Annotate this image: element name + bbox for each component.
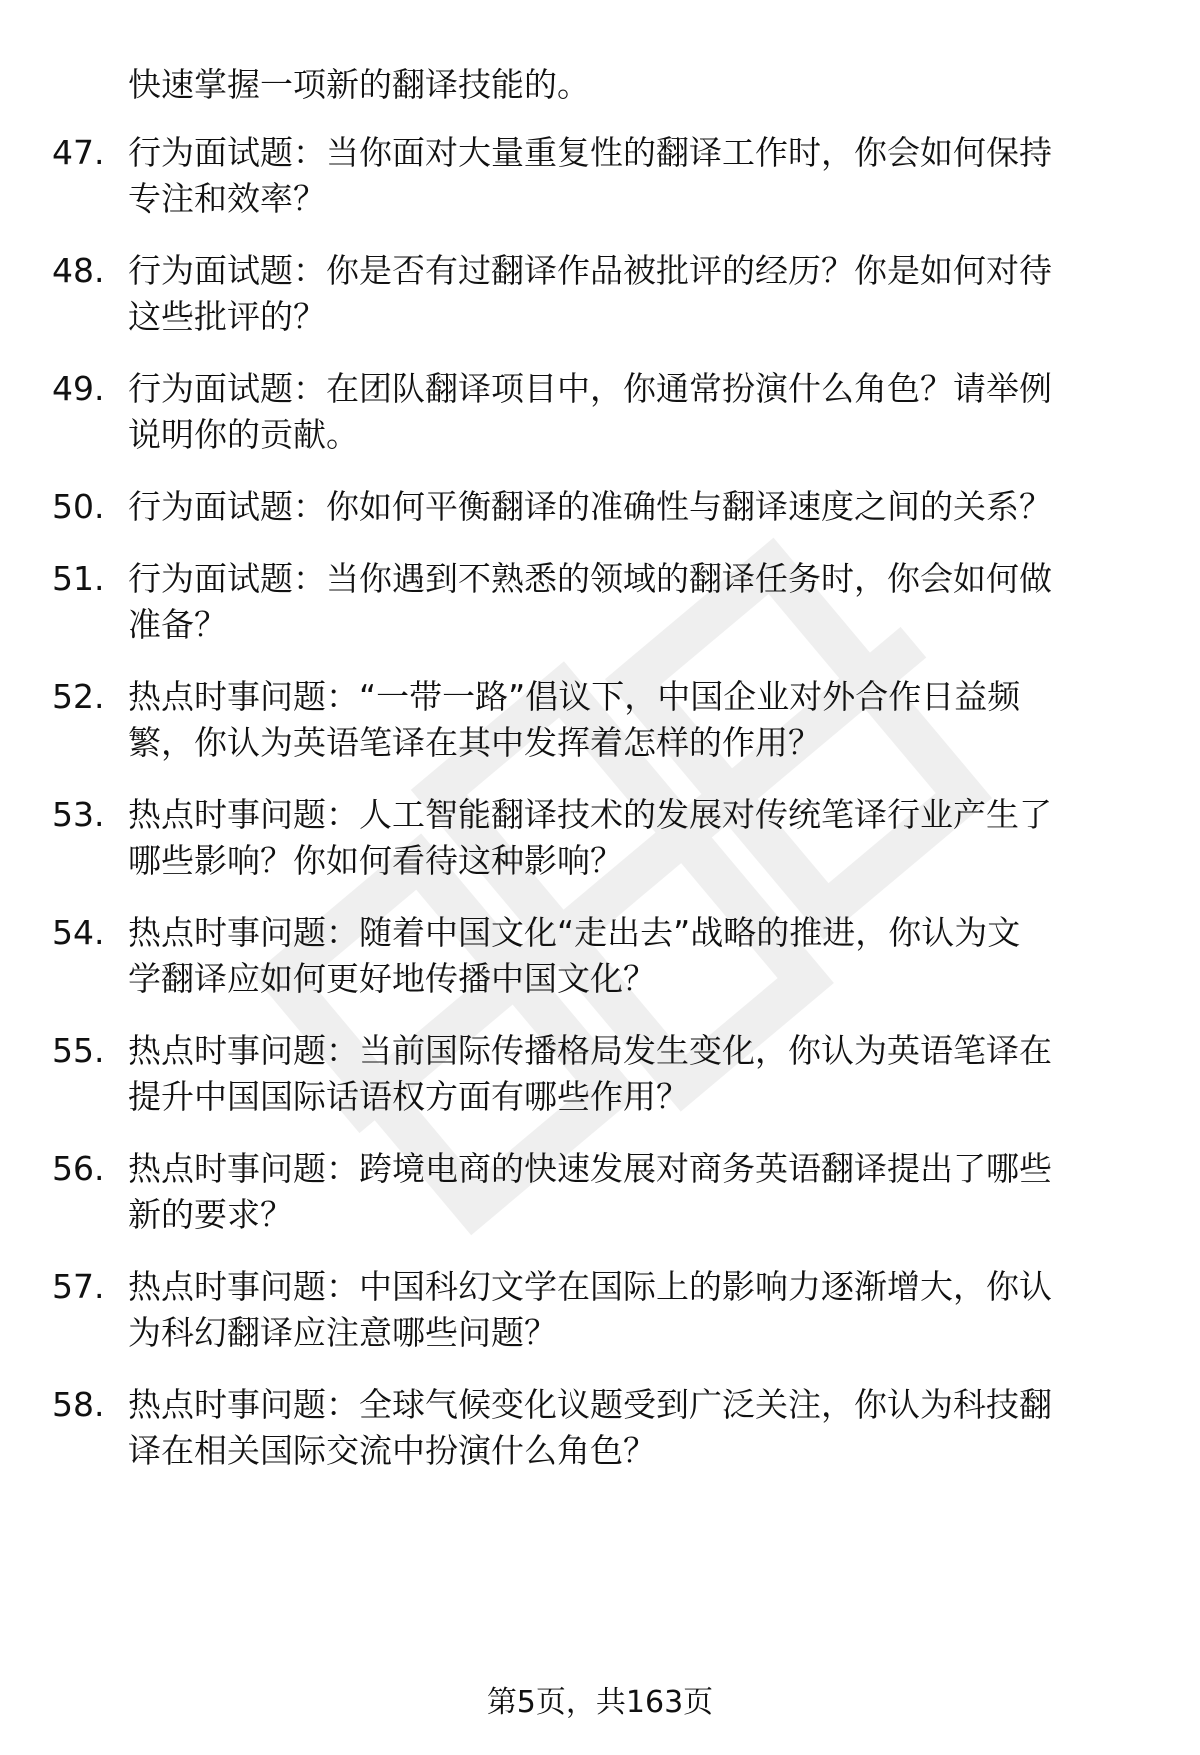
question-number: 54. [52, 913, 105, 952]
question-line: 说明你的贡献。 [128, 415, 359, 454]
question-line: 提升中国国际话语权方面有哪些作用？ [128, 1077, 689, 1116]
question-line: 热点时事问题：“一带一路”倡议下，中国企业对外合作日益频 [128, 677, 1021, 716]
question-text [128, 1382, 1140, 1474]
question-line: 新的要求？ [128, 1195, 293, 1234]
question-text [128, 556, 1140, 648]
question-number: 52. [52, 677, 105, 716]
question-text [128, 1146, 1140, 1238]
question-line: 热点时事问题：当前国际传播格局发生变化，你认为英语笔译在 [128, 1031, 1052, 1070]
question-line: 热点时事问题：跨境电商的快速发展对商务英语翻译提出了哪些 [128, 1149, 1052, 1188]
continuation-text: 快速掌握一项新的翻译技能的。 [128, 65, 590, 104]
question-line: 行为面试题：你是否有过翻译作品被批评的经历？你是如何对待 [128, 251, 1052, 290]
question-line: 学翻译应如何更好地传播中国文化？ [128, 959, 656, 998]
question-line: 繁，你认为英语笔译在其中发挥着怎样的作用？ [128, 723, 821, 762]
question-number: 53. [52, 795, 105, 834]
question-text [128, 248, 1140, 340]
question-number: 51. [52, 559, 105, 598]
page-footer: 第5页，共163页 [486, 1685, 714, 1720]
question-text [128, 1028, 1140, 1120]
question-line: 行为面试题：在团队翻译项目中，你通常扮演什么角色？请举例 [128, 369, 1052, 408]
question-number: 48. [52, 251, 105, 290]
question-number: 58. [52, 1385, 105, 1424]
question-number: 49. [52, 369, 105, 408]
question-line: 哪些影响？你如何看待这种影响？ [128, 841, 623, 880]
question-text [128, 674, 1140, 766]
question-line: 热点时事问题：中国科幻文学在国际上的影响力逐渐增大，你认 [128, 1267, 1052, 1306]
question-line: 为科幻翻译应注意哪些问题？ [128, 1313, 557, 1352]
question-text [128, 130, 1140, 222]
question-line: 准备？ [128, 605, 227, 644]
question-text [128, 1264, 1140, 1356]
question-number: 55. [52, 1031, 105, 1070]
question-line: 热点时事问题：随着中国文化“走出去”战略的推进，你认为文 [128, 913, 1021, 952]
question-line: 热点时事问题：全球气候变化议题受到广泛关注，你认为科技翻 [128, 1385, 1052, 1424]
question-line: 行为面试题：你如何平衡翻译的准确性与翻译速度之间的关系？ [128, 487, 1052, 526]
question-text [128, 792, 1140, 884]
question-line: 行为面试题：当你遇到不熟悉的领域的翻译任务时，你会如何做 [128, 559, 1052, 598]
question-number: 56. [52, 1149, 105, 1188]
question-line: 行为面试题：当你面对大量重复性的翻译工作时，你会如何保持 [128, 133, 1052, 172]
question-line: 热点时事问题：人工智能翻译技术的发展对传统笔译行业产生了 [128, 795, 1052, 834]
question-text [128, 484, 1140, 530]
question-line: 译在相关国际交流中扮演什么角色？ [128, 1431, 656, 1470]
question-text [128, 366, 1140, 458]
question-line: 这些批评的？ [128, 297, 326, 336]
question-number: 50. [52, 487, 105, 526]
question-text [128, 910, 1140, 1002]
question-line: 专注和效率？ [128, 179, 326, 218]
question-number: 57. [52, 1267, 105, 1306]
question-number: 47. [52, 133, 105, 172]
